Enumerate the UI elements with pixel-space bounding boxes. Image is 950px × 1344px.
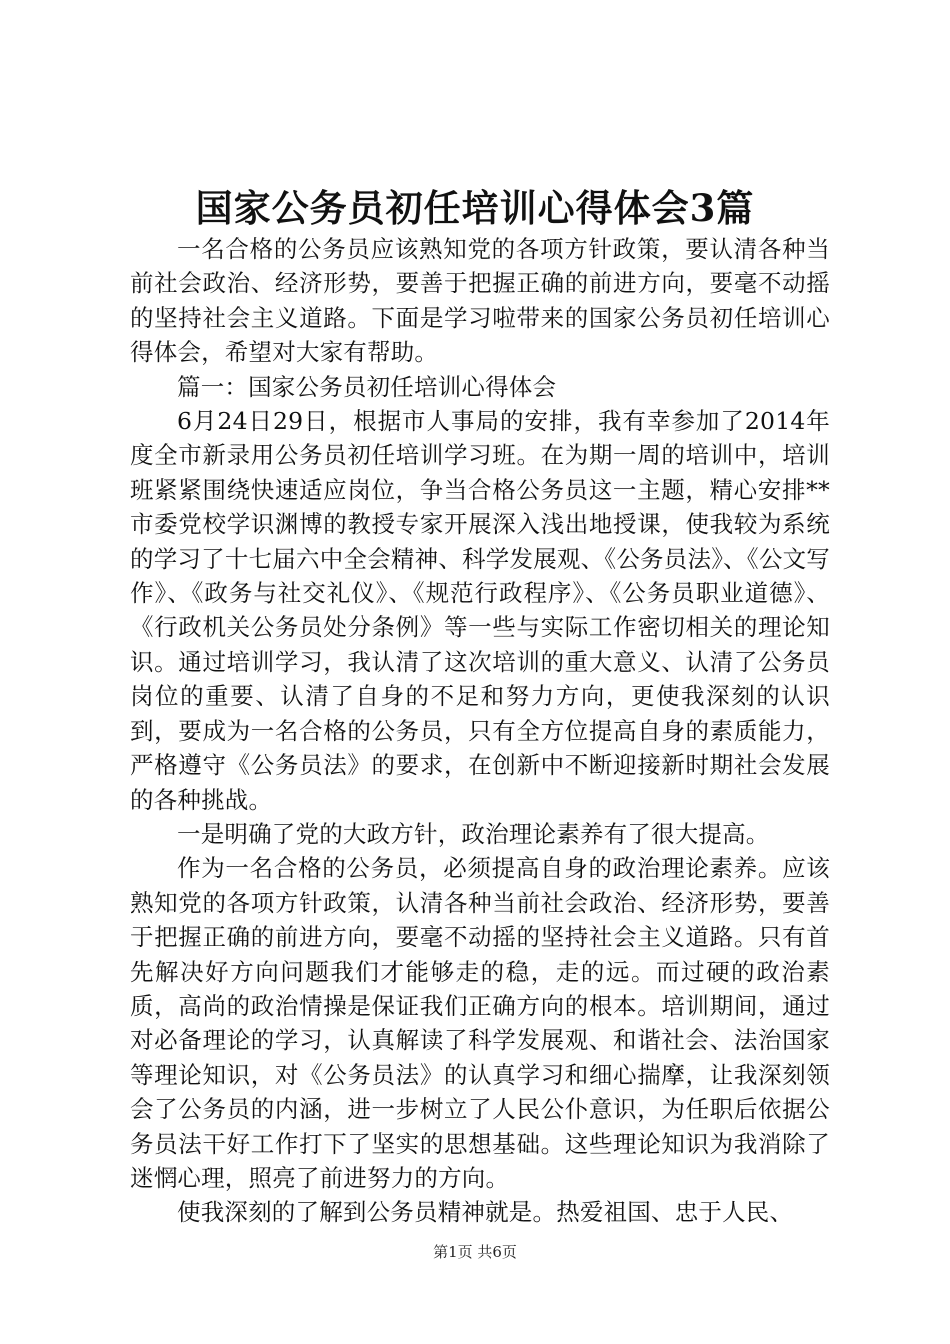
point-heading: 一是明确了党的大政方针，政治理论素养有了很大提高。 — [177, 819, 770, 848]
body-paragraph: 6月24日29日，根据市人事局的安排，我有幸参加了2014年度全市新录用公务员初任培训学习班。在为期一周的培训中，培训班紧紧围绕快速适应岗位，争当合格公务员这一主题，精心安排**市委党校学识渊博的教授专家开展深入浅出地授课，使我较为系统的学习了十七届六中全会精神、科学发展观、《公务员法》、《公文写作》、《政务与社交礼仪》、《规范行政程序》、《公务员职业道德》、《行政机关公务员处分条例》等一些与实际工作密切相关的理论知识。通过培训学习，我认清了这次培训的重大意义、认清了公务员岗位的重要、认清了自身的不足和努力方向，更使我深刻的认识到，要成为一名合格的公务员，只有全方位提高自身的素质能力，严格遵守《公务员法》的要求，在创新中不断迎接新时期社会发展的各种挑战。 — [130, 407, 830, 814]
section-heading: 篇一：国家公务员初任培训心得体会 — [177, 372, 557, 401]
document-title: 国家公务员初任培训心得体会3篇 — [195, 186, 755, 230]
page-footer: 第1页 共6页 — [433, 1243, 517, 1261]
body-paragraph: 作为一名合格的公务员，必须提高自身的政治理论素养。应该熟知党的各项方针政策，认清各种当前社会政治、经济形势，要善于把握正确的前进方向，要毫不动摇的坚持社会主义道路。只有首先解决好方向问题我们才能够走的稳，走的远。而过硬的政治素质，高尚的政治情操是保证我们正确方向的根本。培训期间，通过对必备理论的学习，认真解读了科学发展观、和谐社会、法治国家等理论知识，对《公务员法》的认真学习和细心揣摩，让我深刻领会了公务员的内涵，进一步树立了人民公仆意识，为任职后依据公务员法干好工作打下了坚实的思想基础。这些理论知识为我消除了迷惘心理，照亮了前进努力的方向。 — [130, 854, 830, 1192]
intro-paragraph: 一名合格的公务员应该熟知党的各项方针政策，要认清各种当前社会政治、经济形势，要善于把握正确的前进方向，要毫不动摇的坚持社会主义道路。下面是学习啦带来的国家公务员初任培训心得体会，希望对大家有帮助。 — [130, 235, 830, 367]
body-paragraph: 使我深刻的了解到公务员精神就是。热爱祖国、忠于人民、 — [177, 1198, 794, 1227]
document-body — [130, 232, 830, 1230]
